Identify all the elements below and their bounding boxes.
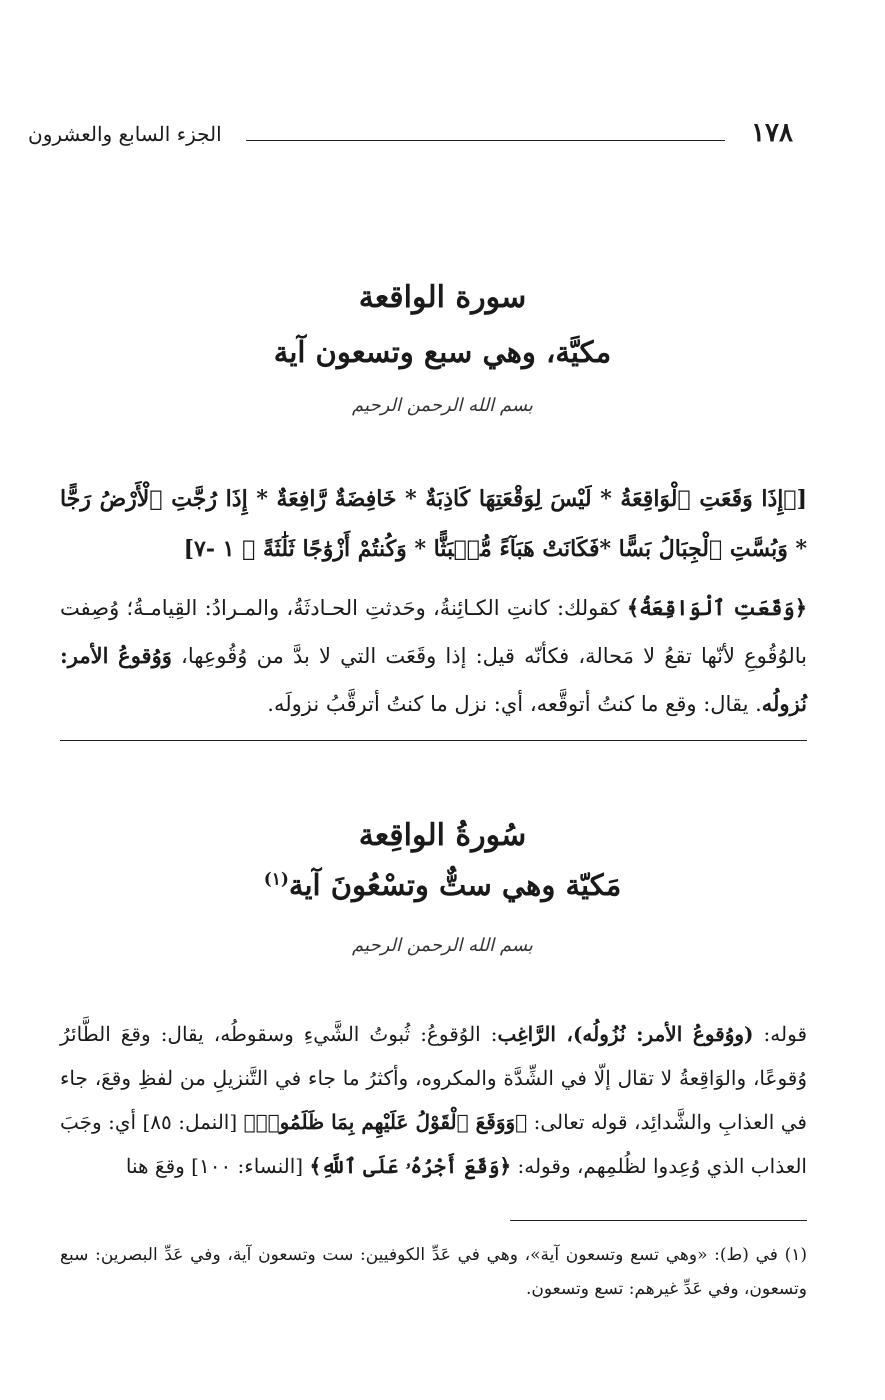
quoted-verse: ﴿وَقَعَتِ ٱلْوَاقِعَةُ﴾	[626, 595, 807, 620]
gloss-text-2: [النمل: ٨٥] أي: وجَبَ العذاب الذي وُعِدوا لظُلمِهم، وقوله:	[60, 1110, 807, 1178]
commentary-paragraph	[60, 584, 807, 728]
section2-title: سُورةُ الواقِعة	[358, 818, 527, 853]
section1-title: سورة الواقعة	[358, 280, 527, 315]
gloss-bold: (ووُقوعُ الأمر: نُزُولُه)، الرَّاغِب	[497, 1022, 754, 1046]
commentary-bold-phrase: وَوُقوعُ الأمر: نُزولُه	[60, 643, 807, 716]
footnote: (١) في (ط): «وهي تسع وتسعون آية»، وهي في عَدِّ الكوفيين: ست وتسعون آية، وفي عَدِّ البصرين: سبع وتسعون، وفي عَدِّ غيرهم: تسع وتسعون.	[60, 1245, 807, 1299]
quran-quote-1: ﴿وَوَقَعَ ٱلْقَوْلُ عَلَيْهِم بِمَا ظَلَمُوا۟﴾	[243, 1110, 528, 1134]
gloss-text-3: [النساء: ١٠٠] وقعَ هنا	[125, 1154, 310, 1178]
footnote-rule	[510, 1220, 807, 1221]
running-title: الجزء السابع والعشرون	[28, 122, 222, 146]
running-header	[28, 118, 793, 158]
section2-subtitle: مَكيّة وهي ستٌّ وتسْعُونَ آية	[288, 868, 622, 902]
quran-verses: [﴿إِذَا وَقَعَتِ ٱلْوَاقِعَةُ * لَيْسَ لِوَقْعَتِهَا كَاذِبَةٌ * خَافِضَةٌ رَّافِعَةٌ * إِذَا رُجَّتِ ٱلْأَرْضُ رَجًّا * وَبُسَّتِ ٱلْجِبَالُ بَسًّا *فَكَانَتْ هَبَآءً مُّنۢبَثًّا * وَكُنتُمْ أَزْوَٰجًا ثَلَٰثَةً ﴾ ١ -٧]	[60, 486, 807, 562]
quran-quote-2: ﴿وَقَعَ أَجْرُهُۥ عَلَى ٱللَّهِ﴾	[309, 1154, 512, 1178]
footnote-marker: (١)	[263, 869, 289, 890]
header-rule	[246, 140, 725, 141]
gloss-lead: قوله:	[753, 1022, 808, 1046]
gloss-paragraph	[60, 1012, 807, 1188]
commentary-end: . يقال: وقع ما كنتُ أتوقَّعه، أي: نزل ما كنتُ أترقَّبُ نزولَه.	[267, 692, 762, 716]
section-divider	[60, 740, 807, 741]
basmala-ornament: بسم الله الرحمن الرحيم	[352, 395, 533, 416]
section2-subtitle-line	[0, 868, 885, 902]
commentary-text: كقولك: كانتِ الكـائِنةُ، وحَدثتِ الحـادثَةُ، والمـرادُ: القِيامـةُ؛ وُصِفت بالوُقُوعِ لأنّها تقعُ لا مَحالة، فكأنّه قيل: إذا وقَعَت التي لا بدَّ من وُقُوعِها،	[60, 596, 807, 668]
basmala-ornament-2: بسم الله الرحمن الرحيم	[352, 935, 533, 956]
section1-subtitle: مكيَّة، وهي سبع وتسعون آية	[273, 335, 612, 369]
gloss-text: : الوُقوعُ: ثُبوتُ الشَّيءِ وسقوطُه، يقال: وقعَ الطَّائرُ وُقوعًا، والوَاقِعةُ لا تقال إلّا في الشِّدَّة والمكروه، وأكثرُ ما جاء في التَّنزيلِ من لفظِ وقعَ، جاء في العذابِ والشَّدائِد، قوله تعالى:	[60, 1022, 807, 1134]
page-number: ١٧٨	[751, 118, 793, 148]
